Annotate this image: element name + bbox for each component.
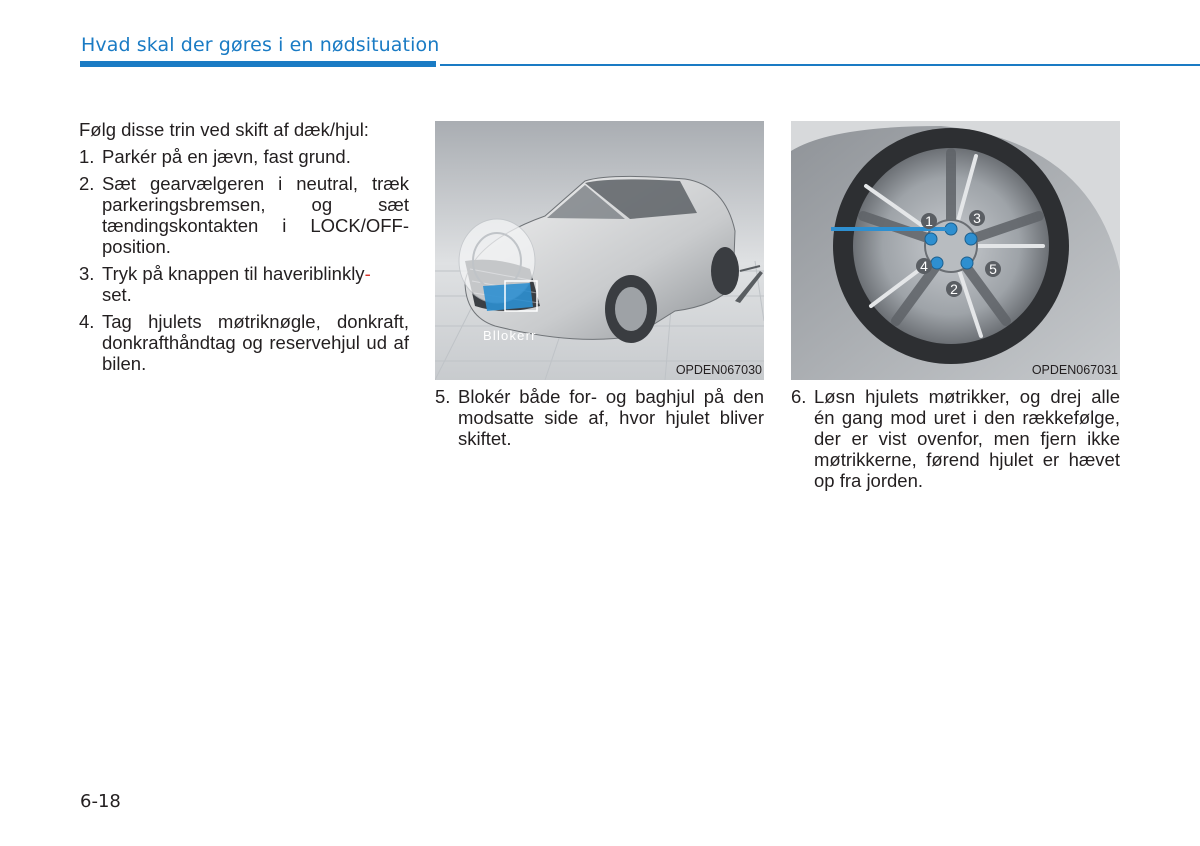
step-text-part: Tryk på knappen til haveriblinkly bbox=[102, 263, 365, 284]
step-text: Blokér både for- og baghjul på den modsatte side af, hvor hjulet bliver skiftet. bbox=[458, 386, 764, 449]
step-item bbox=[79, 173, 409, 257]
intro-text: Følg disse trin ved skift af dæk/hjul: bbox=[79, 119, 369, 140]
step-list bbox=[435, 386, 764, 449]
step-item bbox=[79, 263, 409, 305]
section-title: Hvad skal der gøres i en nødsituation bbox=[81, 34, 440, 56]
figure-wheel-chock bbox=[435, 121, 764, 380]
car-illustration bbox=[435, 121, 764, 380]
step-text bbox=[102, 263, 409, 305]
nut-number: 5 bbox=[989, 261, 997, 277]
step-text: Tag hjulets møtriknøgle, donkraft, donkrafthåndtag og reservehjul ud af bilen. bbox=[102, 311, 409, 374]
instructions-column bbox=[79, 119, 409, 380]
caption-column-6 bbox=[791, 386, 1120, 491]
caption-column-5 bbox=[435, 386, 764, 449]
figure-lug-nuts bbox=[791, 121, 1120, 380]
nut-number: 1 bbox=[925, 213, 933, 229]
page-number: 6-18 bbox=[80, 791, 121, 812]
step-item bbox=[435, 386, 764, 449]
wheel-illustration bbox=[791, 121, 1120, 380]
step-text-part: set. bbox=[102, 284, 132, 305]
step-number: 1. bbox=[79, 146, 95, 167]
nut-number: 2 bbox=[950, 281, 958, 297]
step-number: 6. bbox=[791, 386, 807, 407]
step-list bbox=[791, 386, 1120, 491]
step-text: Løsn hjulets møtrikker, og drej alle én gang mod uret i den rækkefølge, der er vist ovenfor, men fjern ikke møtrikkerne, førend hjulet er hævet op fra jorden. bbox=[814, 386, 1120, 491]
step-number: 5. bbox=[435, 386, 451, 407]
step-text: Sæt gearvælgeren i neutral, træk parkeringsbremsen, og sæt tændingskontakten i LOCK/OFF-position. bbox=[102, 173, 409, 257]
step-text: Parkér på en jævn, fast grund. bbox=[102, 146, 351, 167]
step-number: 4. bbox=[79, 311, 95, 332]
nut-number: 4 bbox=[920, 258, 928, 274]
figure-code: OPDEN067031 bbox=[1031, 363, 1118, 377]
step-list bbox=[79, 146, 409, 374]
step-item bbox=[79, 146, 409, 167]
header-rule-thin bbox=[440, 64, 1200, 66]
nut-number: 3 bbox=[973, 210, 981, 226]
header-rule-thick bbox=[80, 61, 436, 67]
chock-label: Bllokerr bbox=[483, 328, 537, 343]
line-break-hyphen: - bbox=[364, 263, 371, 284]
step-item bbox=[791, 386, 1120, 491]
step-number: 2. bbox=[79, 173, 95, 194]
step-number: 3. bbox=[79, 263, 95, 284]
figure-code: OPDEN067030 bbox=[675, 363, 762, 377]
step-item bbox=[79, 311, 409, 374]
